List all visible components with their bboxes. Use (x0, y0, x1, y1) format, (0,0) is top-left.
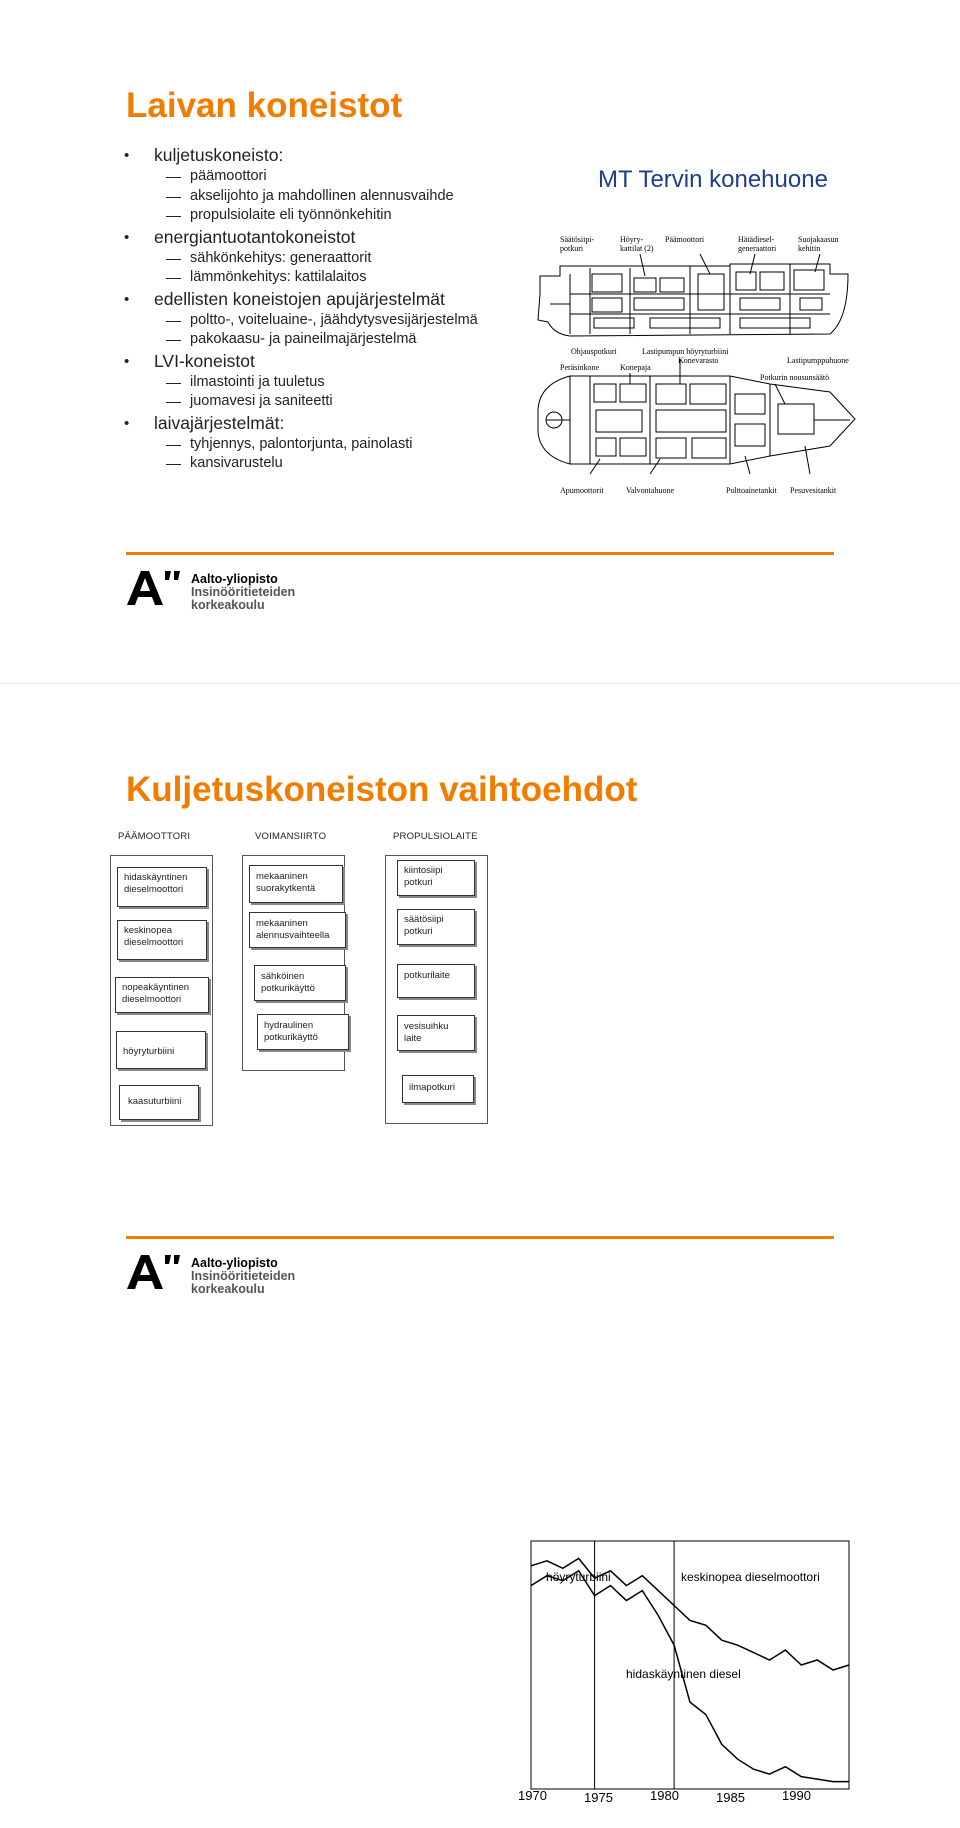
option-saatosiipi-potkuri: säätösiipi potkuri (397, 909, 475, 945)
label-suojakaasunkehitin: Suojakaasun (798, 235, 839, 244)
outline-subitem: poltto-, voiteluaine-, jäähdytysvesijärjestelmä (122, 311, 478, 331)
option-mekaaninen-alennusvaihteella: mekaaninen alennusvaihteella (249, 912, 346, 948)
topic-outline (122, 144, 478, 474)
outline-item: • LVI-koneistot (122, 350, 478, 373)
slide-kuljetuskoneiston-vaihtoehdot (0, 684, 960, 1805)
figure-title: MT Tervin konehuone (598, 166, 828, 193)
option-hoyryturbiini: höyryturbiini (116, 1031, 206, 1069)
footer-rule (126, 1236, 834, 1239)
option-kaasuturbiini: kaasuturbiini (119, 1085, 199, 1120)
label-saatosiipipotkuri: Säätösiipi- (560, 235, 595, 244)
x-axis-ticks (518, 1788, 811, 1805)
option-ilmapotkuri: ilmapotkuri (402, 1075, 474, 1103)
x-tick-label: 1975 (584, 1790, 613, 1805)
outline-subitem: akselijohto ja mahdollinen alennusvaihde (122, 187, 478, 207)
option-vesisuihku-laite: vesisuihku laite (397, 1015, 475, 1051)
slide-title: Laivan koneistot (126, 86, 403, 125)
slide-title: Kuljetuskoneiston vaihtoehdot (126, 770, 638, 809)
option-kiintosiipi-potkuri: kiintosiipi potkuri (397, 860, 475, 896)
outline-subitem: lämmönkehitys: kattilalaitos (122, 268, 478, 288)
region-label-hoyryturbiini: höyryturbiini (546, 1570, 611, 1584)
x-tick-label: 1985 (716, 1790, 745, 1805)
outline-subitem: päämoottori (122, 167, 478, 187)
outline-item: • edellisten koneistojen apujärjestelmät (122, 288, 478, 311)
label-hoyrykattilat: Höyry- (620, 235, 644, 244)
column-header-propulsiolaite: PROPULSIOLAITE (393, 831, 478, 842)
label-ohjauspotkuri: Ohjauspotkuri (571, 347, 617, 356)
outline-item: • kuljetuskoneisto: (122, 144, 478, 167)
logo-university: Aalto-yliopisto (191, 1256, 278, 1270)
footer-rule (126, 552, 834, 555)
outline-subitem: juomavesi ja saniteetti (122, 392, 478, 412)
label-saatosiipipotkuri-2: potkuri (560, 244, 584, 253)
region-label-keskinopea-dieselmoottori: keskinopea dieselmoottori (681, 1570, 820, 1584)
column-header-voimansiirto: VOIMANSIIRTO (255, 831, 327, 842)
outline-subitem: sähkönkehitys: generaattorit (122, 249, 478, 269)
label-valvontahuone: Valvontahuone (626, 486, 674, 495)
label-hoyrykattilat-2: kattilat (2) (620, 244, 654, 253)
side-elevation (538, 254, 848, 336)
logo-school-line2: korkeakoulu (191, 1282, 265, 1296)
label-hatadieselgeneraattori-2: generaattori (738, 244, 777, 253)
option-potkurilaite: potkurilaite (397, 964, 475, 998)
outline-subitem: ilmastointi ja tuuletus (122, 373, 478, 393)
outline-subitem: tyhjennys, palontorjunta, painolasti (122, 435, 478, 455)
label-apumoottorit: Apumoottorit (560, 486, 604, 495)
slide-laivan-koneistot (0, 0, 960, 683)
label-konepaja: Konepaja (620, 363, 651, 372)
option-hydraulinen-potkurikaytto: hydraulinen potkurikäyttö (257, 1014, 349, 1050)
region-label-hidaskayntinen-diesel: hidaskäyntinen diesel (626, 1667, 741, 1681)
propulsion-share-chart (500, 1538, 860, 1828)
outline-subitem: kansivarustelu (122, 454, 478, 474)
logo-school-line2: korkeakoulu (191, 598, 265, 612)
outline-subitem: pakokaasu- ja paineilmajärjestelmä (122, 330, 478, 350)
outline-subitem: propulsiolaite eli työnnönkehitin (122, 206, 478, 226)
logo-school-line1: Insinööritieteiden (191, 585, 296, 599)
label-suojakaasunkehitin-2: kehitin (798, 244, 821, 253)
option-nopeakayntinen-dieselmoottori: nopeakäyntinen dieselmoottori (115, 977, 209, 1013)
label-lastipumpun-hoyryturbiini: Lastipumpun höyryturbiini (642, 347, 729, 356)
outline-item: • laivajärjestelmät: (122, 412, 478, 435)
aalto-logo-mark (127, 571, 183, 607)
label-paamoottori: Päämoottori (665, 235, 705, 244)
engine-room-drawing (530, 234, 860, 498)
outline-item: • energiantuotantokoneistot (122, 226, 478, 249)
logo-university: Aalto-yliopisto (191, 572, 278, 586)
option-keskinopea-dieselmoottori: keskinopea dieselmoottori (117, 920, 207, 960)
x-tick-label: 1970 (518, 1788, 547, 1803)
x-tick-label: 1980 (650, 1788, 679, 1803)
logo-school-line1: Insinööritieteiden (191, 1269, 296, 1283)
option-hidaskayntinen-dieselmoottori: hidaskäyntinen dieselmoottori (117, 867, 207, 907)
option-mekaaninen-suorakytkenta: mekaaninen suorakytkentä (249, 865, 343, 903)
label-polttoainetankit: Polttoainetankit (726, 486, 777, 495)
label-perasinkone: Peräsinkone (560, 363, 600, 372)
column-header-paamoottori: PÄÄMOOTTORI (118, 831, 191, 842)
label-pesuvesitankit: Pesuvesitankit (790, 486, 837, 495)
label-hatadieselgeneraattori: Hätädiesel- (738, 235, 775, 244)
label-konevarasto: Konevarasto (678, 356, 719, 365)
x-tick-label: 1990 (782, 1788, 811, 1803)
aalto-logo-mark (127, 1255, 183, 1291)
label-lastipumppuhuone: Lastipumppuhuone (787, 356, 849, 365)
option-sahkoinen-potkurikaytto: sähköinen potkurikäyttö (254, 965, 346, 1001)
label-potkurin-nousunsaato: Potkurin nousunsäätö (760, 373, 830, 382)
